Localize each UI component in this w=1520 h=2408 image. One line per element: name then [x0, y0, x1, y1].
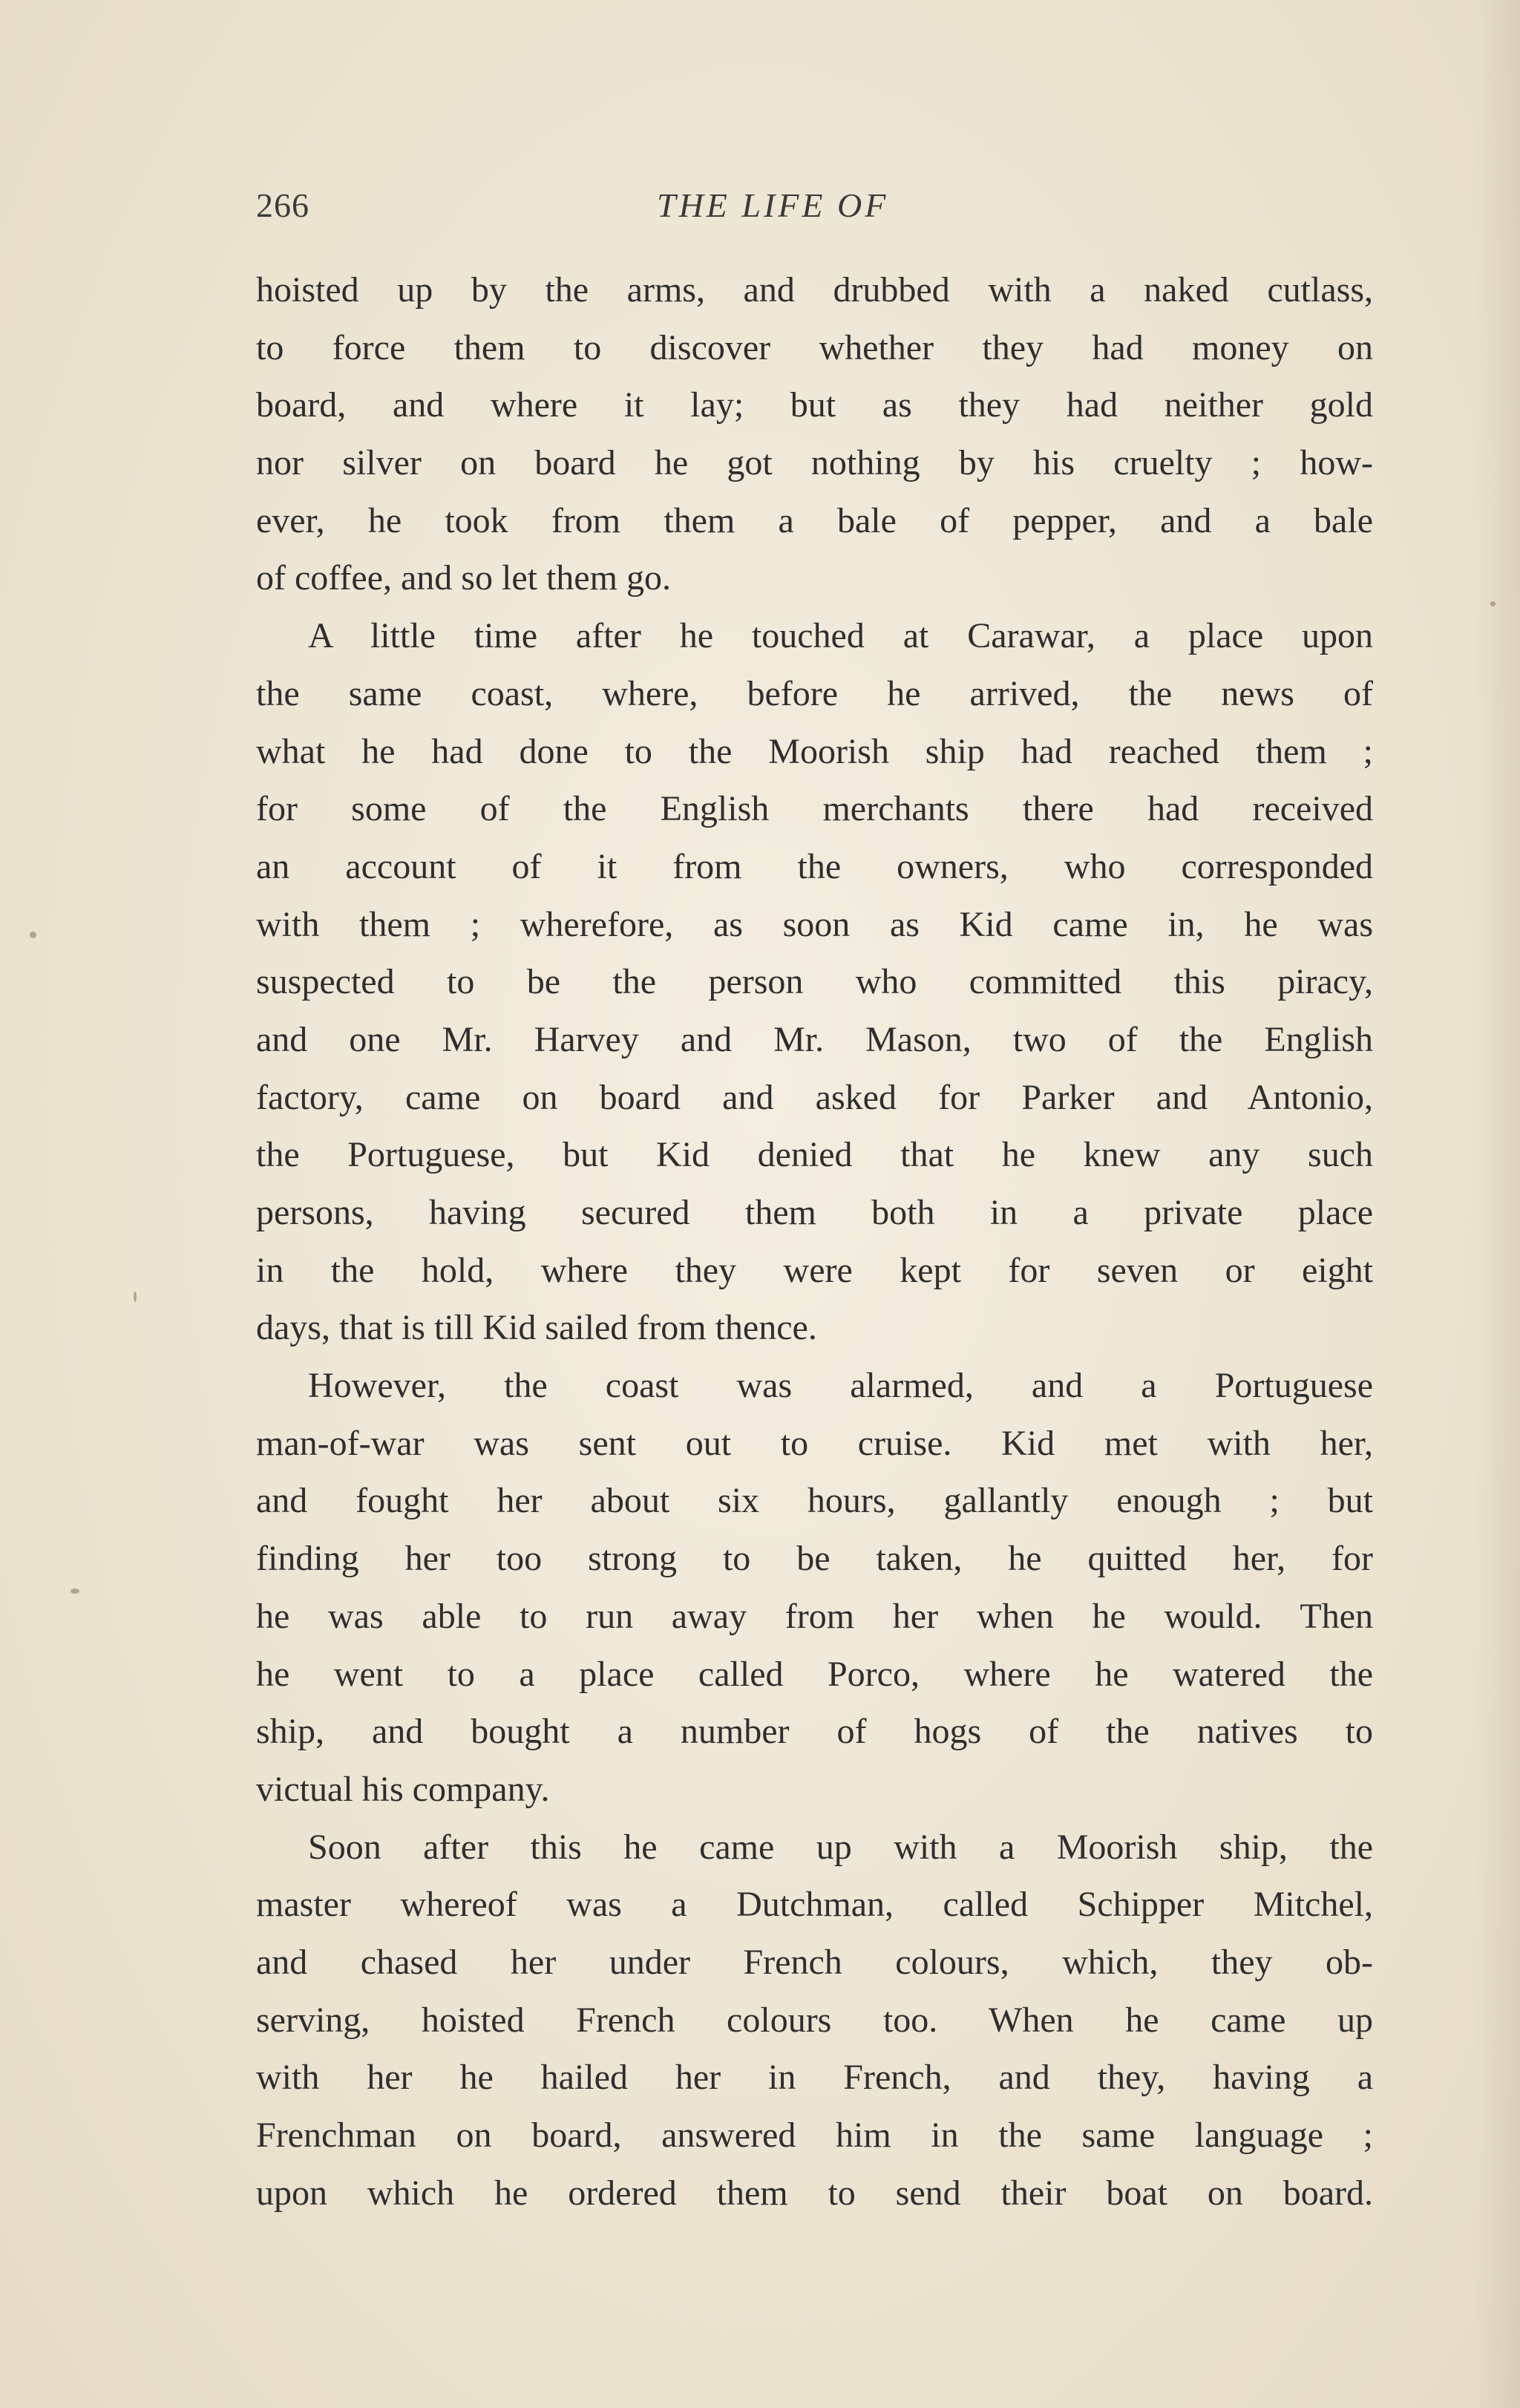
text-line: man-of-war was sent out to cruise. Kid met with her, — [256, 1423, 1373, 1463]
text-line: days, that is till Kid sailed from thence. — [256, 1308, 817, 1348]
text-line: with her he hailed her in French, and they, having a — [256, 2058, 1373, 2098]
text-line: serving, hoisted French colours too. When he came up — [256, 2000, 1373, 2040]
text-line: ship, and bought a number of hogs of the natives to — [256, 1712, 1373, 1752]
text-line: for some of the English merchants there had received — [256, 789, 1373, 829]
text-line: the Portuguese, but Kid denied that he knew any such — [256, 1135, 1373, 1175]
text-line: upon which he ordered them to send their boat on board. — [256, 2173, 1373, 2213]
text-line: and chased her under French colours, which, they ob- — [256, 1942, 1373, 1982]
text-line: persons, having secured them both in a private place — [256, 1193, 1373, 1232]
text-line: he went to a place called Porco, where he watered the — [256, 1654, 1373, 1694]
text-line: nor silver on board he got nothing by his cruelty ; how- — [256, 443, 1373, 483]
text-line: and one Mr. Harvey and Mr. Mason, two of the English — [256, 1019, 1373, 1059]
text-line: he was able to run away from her when he would. Then — [256, 1596, 1373, 1636]
running-title: THE LIFE OF — [657, 186, 889, 224]
text-line: victual his company. — [256, 1769, 550, 1809]
paper-speck — [1490, 601, 1496, 606]
text-line: suspected to be the person who committed this piracy, — [256, 962, 1373, 1002]
text-line: in the hold, where they were kept for seven or eight — [256, 1250, 1373, 1290]
paper-speck — [71, 1589, 79, 1594]
text-line: an account of it from the owners, who corresponded — [256, 846, 1373, 886]
text-line: master whereof was a Dutchman, called Schipper Mitchel, — [256, 1885, 1373, 1925]
text-line: the same coast, where, before he arrived, the news of — [256, 673, 1373, 713]
text-line: ever, he took from them a bale of pepper, and a bale — [256, 500, 1373, 540]
text-line: to force them to discover whether they had money on — [256, 327, 1373, 367]
text-line: board, and where it lay; but as they had neither gold — [256, 385, 1373, 425]
text-line: However, the coast was alarmed, and a Portuguese — [308, 1366, 1373, 1406]
text-line: Soon after this he came up with a Moorish ship, the — [308, 1827, 1373, 1867]
text-line: what he had done to the Moorish ship had reached them ; — [256, 731, 1373, 771]
text-line: Frenchman on board, answered him in the same language ; — [256, 2116, 1373, 2155]
paper-speck — [134, 1292, 137, 1302]
running-head — [256, 186, 1373, 238]
text-line: with them ; wherefore, as soon as Kid came in, he was — [256, 904, 1373, 944]
text-line: hoisted up by the arms, and drubbed with a naked cutlass, — [256, 270, 1373, 310]
text-line: A little time after he touched at Carawar, a place upon — [308, 616, 1373, 656]
paper-speck — [30, 932, 36, 938]
text-line: of coffee, and so let them go. — [256, 558, 671, 598]
page-number: 266 — [256, 186, 309, 224]
text-line: and fought her about six hours, gallantly enough ; but — [256, 1481, 1373, 1521]
body-text — [256, 261, 1373, 2222]
text-line: finding her too strong to be taken, he quitted her, for — [256, 1539, 1373, 1579]
text-line: factory, came on board and asked for Parker and Antonio, — [256, 1077, 1373, 1117]
